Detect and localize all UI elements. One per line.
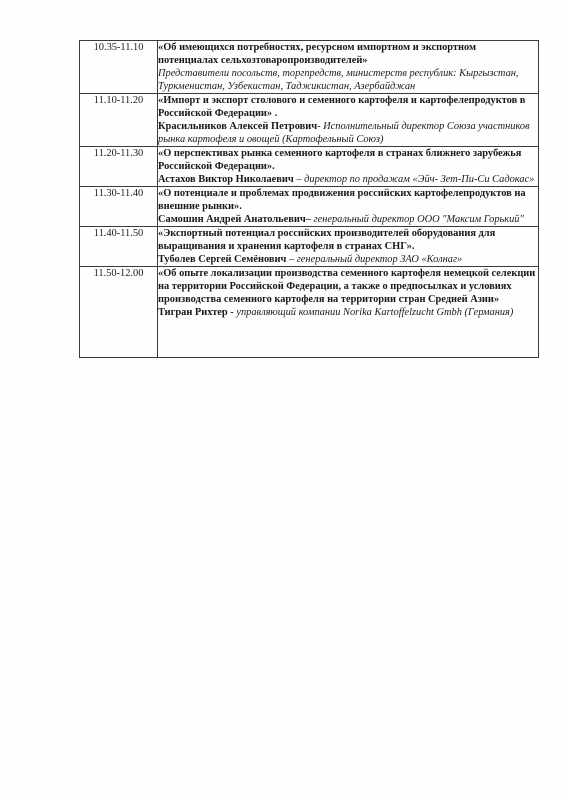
time-cell: 11.20-11.30 xyxy=(80,147,158,187)
content-cell xyxy=(158,147,539,187)
time-cell: 11.40-11.50 xyxy=(80,227,158,267)
speaker-line xyxy=(158,253,538,266)
table-row xyxy=(80,187,539,227)
speaker-line xyxy=(158,306,538,319)
talk-title: «Экспортный потенциал российских производителей оборудования для выращивания и хранения картофеля в странах СНГ». xyxy=(158,228,496,252)
content-cell xyxy=(158,227,539,267)
speaker-line xyxy=(158,120,538,146)
time-cell: 11.30-11.40 xyxy=(80,187,158,227)
speaker-role: генеральный директор ООО "Максим Горький" xyxy=(310,214,524,225)
time-cell: 11.50-12.00 xyxy=(80,267,158,358)
program-schedule-table xyxy=(79,40,539,358)
speaker-role: – директор по продажам «Эйч- Зет-Пи-Си Садокас» xyxy=(293,174,535,185)
talk-title: «Об опыте локализации производства семенного картофеля немецкой селекции на территории Российской Федерации, а также о предпосылках и условиях производства семенного картофеля на территории стран Средней Азии» xyxy=(158,268,536,305)
speaker-name: Туболев Сергей Семёнович xyxy=(158,254,287,265)
talk-title: «Об имеющихся потребностях, ресурсном импортном и экспортном потенциалах сельхозтоваропроизводителей» xyxy=(158,42,477,66)
content-cell xyxy=(158,41,539,94)
speaker-line xyxy=(158,213,538,226)
speaker-name: Астахов Виктор Николаевич xyxy=(158,174,294,185)
talk-title: «Импорт и экспорт столового и семенного картофеля и картофелепродуктов в Российской Федерации» . xyxy=(158,95,526,119)
speaker-name: Тигран Рихтер - xyxy=(158,307,234,318)
talk-title: «О потенциале и проблемах продвижения российских картофелепродуктов на внешние рынки». xyxy=(158,188,526,212)
content-cell xyxy=(158,187,539,227)
speaker-name: Красильников Алексей Петрович xyxy=(158,121,318,132)
time-cell: 10.35-11.10 xyxy=(80,41,158,94)
table-row xyxy=(80,147,539,187)
content-cell xyxy=(158,267,539,358)
table-row xyxy=(80,267,539,358)
speaker-role: – генеральный директор ЗАО «Колнаг» xyxy=(286,254,463,265)
table-row xyxy=(80,41,539,94)
talk-title: «О перспективах рынка семенного картофеля в странах ближнего зарубежья Российской Федерации». xyxy=(158,148,522,172)
speaker-role: Представители посольств, торгпредств, министерств республик: Кыргызстан, Туркменистан, Узбекистан, Таджикистан, Азербайджан xyxy=(158,68,519,92)
speaker-line xyxy=(158,173,538,186)
table-row xyxy=(80,94,539,147)
speaker-role: - Исполнительный директор Союза участников рынка картофеля и овощей (Картофельный Союз) xyxy=(158,121,530,145)
speaker-role: управляющий компании Norika Kartoffelzucht Gmbh (Германия) xyxy=(233,307,514,318)
table-row xyxy=(80,227,539,267)
speaker-line xyxy=(158,67,538,93)
content-cell xyxy=(158,94,539,147)
speaker-name: Самошин Андрей Анатольевич– xyxy=(158,214,311,225)
time-cell: 11.10-11.20 xyxy=(80,94,158,147)
